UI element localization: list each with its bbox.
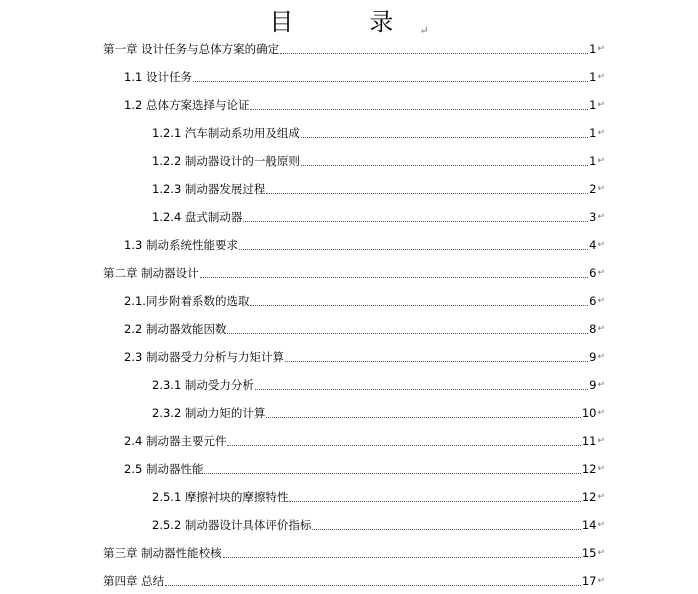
toc-entry-2-3[interactable] <box>124 344 605 364</box>
toc-entry-text: 2.4 制动器主要元件 <box>124 434 227 448</box>
toc-entry-text: 1.2.1 汽车制动系功用及组成 <box>152 126 300 140</box>
dot-leader <box>250 109 588 110</box>
toc-entry-text: 2.2 制动器效能因数 <box>124 322 227 336</box>
toc-entry-text: 2.1.同步附着系数的选取 <box>124 294 250 308</box>
paragraph-mark-icon: ↵ <box>597 324 605 334</box>
toc-page-number: 10 <box>581 406 597 420</box>
dot-leader <box>255 389 588 390</box>
paragraph-mark-icon: ↵ <box>597 184 605 194</box>
toc-entry-text: 1.2.2 制动器设计的一般原则 <box>152 154 300 168</box>
paragraph-mark-icon: ↵ <box>597 100 605 110</box>
dot-leader <box>227 333 588 334</box>
toc-entry-text: 第二章 制动器设计 <box>103 266 199 280</box>
toc-page-number: 8 <box>589 322 597 336</box>
toc-entry-2-3-2[interactable] <box>152 400 605 420</box>
toc-entry-text: 2.5.1 摩擦衬块的摩擦特性 <box>152 490 289 504</box>
toc-page-number: 9 <box>589 378 597 392</box>
toc-entry-text: 2.3 制动器受力分析与力矩计算 <box>124 350 284 364</box>
toc-entry-2-5-1[interactable] <box>152 484 605 504</box>
toc-page-number: 1 <box>589 70 597 84</box>
paragraph-mark-icon: ↵ <box>419 24 429 37</box>
toc-entry-2-5[interactable] <box>124 456 605 476</box>
dot-leader <box>301 165 588 166</box>
toc-entry-2-4[interactable] <box>124 428 605 448</box>
toc-entry-text: 2.5.2 制动器设计具体评价指标 <box>152 518 312 532</box>
paragraph-mark-icon: ↵ <box>597 156 605 166</box>
toc-entry-1-2-4[interactable] <box>152 204 605 224</box>
toc-page-number: 1 <box>589 154 597 168</box>
toc-entry-text: 1.2 总体方案选择与论证 <box>124 98 250 112</box>
toc-page-number: 12 <box>581 490 597 504</box>
paragraph-mark-icon: ↵ <box>597 72 605 82</box>
dot-leader <box>165 585 581 586</box>
toc-entry-chapter-3[interactable] <box>103 540 605 560</box>
toc-entry-chapter-4[interactable] <box>103 568 605 588</box>
toc-page-number: 4 <box>589 238 597 252</box>
toc-entry-text: 2.3.2 制动力矩的计算 <box>152 406 266 420</box>
toc-entry-chapter-2[interactable] <box>103 260 605 280</box>
dot-leader <box>204 473 580 474</box>
paragraph-mark-icon: ↵ <box>597 492 605 502</box>
toc-page-number: 6 <box>589 294 597 308</box>
toc-entry-text: 第一章 设计任务与总体方案的确定 <box>103 42 280 56</box>
toc-entry-1-2[interactable] <box>124 92 605 112</box>
toc-entry-1-1[interactable] <box>124 64 605 84</box>
toc-entry-text: 第三章 制动器性能校核 <box>103 546 222 560</box>
toc-page-number: 15 <box>581 546 597 560</box>
toc-entry-chapter-1[interactable] <box>103 36 605 56</box>
toc-entry-2-1[interactable] <box>124 288 605 308</box>
toc-title <box>0 2 698 37</box>
toc-page-number: 17 <box>581 574 597 588</box>
paragraph-mark-icon: ↵ <box>597 408 605 418</box>
paragraph-mark-icon: ↵ <box>597 576 605 586</box>
dot-leader <box>239 249 588 250</box>
dot-leader <box>301 137 588 138</box>
paragraph-mark-icon: ↵ <box>597 520 605 530</box>
toc-entry-2-5-2[interactable] <box>152 512 605 532</box>
dot-leader <box>285 361 588 362</box>
paragraph-mark-icon: ↵ <box>597 44 605 54</box>
dot-leader <box>289 501 580 502</box>
toc-page-number: 1 <box>589 42 597 56</box>
paragraph-mark-icon: ↵ <box>597 296 605 306</box>
toc-entry-text: 1.2.3 制动器发展过程 <box>152 182 266 196</box>
toc-page-number: 3 <box>589 210 597 224</box>
toc-page-number: 2 <box>589 182 597 196</box>
toc-page-number: 1 <box>589 126 597 140</box>
toc-entry-2-2[interactable] <box>124 316 605 336</box>
paragraph-mark-icon: ↵ <box>597 240 605 250</box>
toc-page-number: 14 <box>581 518 597 532</box>
toc-entry-1-2-1[interactable] <box>152 120 605 140</box>
toc-entry-1-3[interactable] <box>124 232 605 252</box>
toc-title-text: 目 录 <box>269 8 420 36</box>
toc-entry-text: 第四章 总结 <box>103 574 165 588</box>
toc-page-number: 1 <box>589 98 597 112</box>
dot-leader <box>227 445 580 446</box>
toc-page-number: 12 <box>581 462 597 476</box>
dot-leader <box>243 221 588 222</box>
dot-leader <box>266 417 580 418</box>
dot-leader <box>223 557 581 558</box>
toc-entry-text: 1.1 设计任务 <box>124 70 192 84</box>
dot-leader <box>193 81 588 82</box>
toc-page-number: 6 <box>589 266 597 280</box>
paragraph-mark-icon: ↵ <box>597 268 605 278</box>
toc-entry-text: 1.2.4 盘式制动器 <box>152 210 243 224</box>
toc-entry-text: 2.5 制动器性能 <box>124 462 204 476</box>
paragraph-mark-icon: ↵ <box>597 464 605 474</box>
paragraph-mark-icon: ↵ <box>597 352 605 362</box>
paragraph-mark-icon: ↵ <box>597 212 605 222</box>
paragraph-mark-icon: ↵ <box>597 436 605 446</box>
dot-leader <box>200 277 588 278</box>
toc-entry-text: 1.3 制动系统性能要求 <box>124 238 238 252</box>
toc-entry-1-2-2[interactable] <box>152 148 605 168</box>
paragraph-mark-icon: ↵ <box>597 128 605 138</box>
toc-entry-text: 2.3.1 制动受力分析 <box>152 378 254 392</box>
dot-leader <box>280 53 588 54</box>
dot-leader <box>312 529 580 530</box>
toc-entry-2-3-1[interactable] <box>152 372 605 392</box>
dot-leader <box>250 305 588 306</box>
toc-page-number: 11 <box>581 434 597 448</box>
dot-leader <box>266 193 588 194</box>
paragraph-mark-icon: ↵ <box>597 548 605 558</box>
toc-page-number: 9 <box>589 350 597 364</box>
toc-entry-1-2-3[interactable] <box>152 176 605 196</box>
paragraph-mark-icon: ↵ <box>597 380 605 390</box>
